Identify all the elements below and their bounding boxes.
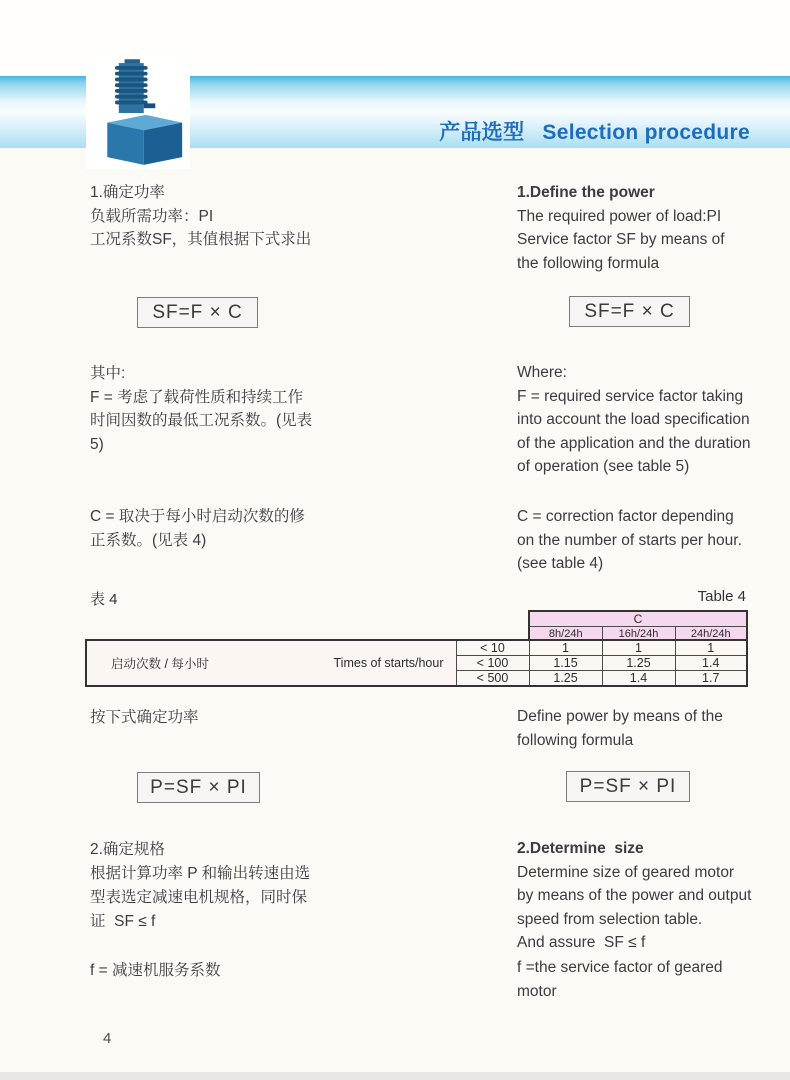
page-title-en: Selection procedure bbox=[542, 121, 750, 144]
text-line: 1.确定功率 bbox=[90, 184, 165, 201]
value-cell: 1 bbox=[675, 640, 747, 656]
section-1-en bbox=[517, 181, 725, 275]
table-caption-cn: 表 4 bbox=[90, 591, 118, 608]
text-line: C = correction factor depending bbox=[517, 508, 734, 525]
text-line: 其中: bbox=[90, 365, 126, 382]
f-definition-en bbox=[517, 956, 723, 1003]
text-line: 型表选定减速电机规格，同时保 bbox=[90, 889, 308, 906]
row-label-cn: 启动次数 / 每小时 bbox=[111, 657, 209, 671]
value-cell: 1 bbox=[602, 640, 675, 656]
text-line: speed from selection table. bbox=[517, 910, 703, 928]
section-1-cn bbox=[90, 181, 311, 252]
section-2-en bbox=[517, 837, 751, 955]
text-line: Determine size of geared motor bbox=[517, 863, 735, 881]
table-row bbox=[86, 640, 747, 656]
condition-cell: < 500 bbox=[456, 671, 529, 687]
text-line: f =the service factor of geared bbox=[517, 959, 723, 976]
text-line: (see table 4) bbox=[517, 555, 604, 572]
text-line: 根据计算功率 P 和输出转速由选 bbox=[90, 865, 311, 882]
table-caption-en: Table 4 bbox=[697, 588, 746, 605]
product-photo-frame bbox=[86, 57, 190, 169]
where-en bbox=[517, 361, 751, 479]
text-line: motor bbox=[517, 982, 557, 1000]
text-line: into account the load specification bbox=[517, 411, 750, 428]
text-line: the following formula bbox=[517, 254, 660, 272]
row-label-en: Times of starts/hour bbox=[333, 656, 444, 670]
table-col-header: 16h/24h bbox=[602, 627, 675, 642]
value-cell: 1.7 bbox=[675, 671, 747, 687]
text-line: The required power of load:PI bbox=[517, 207, 722, 225]
bottom-margin-strip bbox=[0, 1072, 790, 1080]
section-2-cn bbox=[90, 838, 310, 934]
section-heading: 1.Define the power bbox=[517, 184, 655, 201]
define-power-cn bbox=[90, 706, 199, 730]
c-definition-en bbox=[517, 505, 742, 576]
text-line: C = 取决于每小时启动次数的修 bbox=[90, 508, 305, 525]
text-line: f = 减速机服务系数 bbox=[90, 962, 221, 979]
table-col-header: 8h/24h bbox=[529, 627, 602, 642]
c-definition-cn bbox=[90, 505, 305, 552]
formula-box-p-cn: P=SF × PI bbox=[137, 772, 260, 803]
table-4-header bbox=[528, 610, 748, 642]
value-cell: 1 bbox=[529, 640, 602, 656]
text-line: following formula bbox=[517, 731, 634, 749]
row-label-cell bbox=[86, 640, 456, 686]
table-4-body bbox=[85, 639, 748, 687]
text-line: of operation (see table 5) bbox=[517, 458, 690, 475]
text-line: F = 考虑了载荷性质和持续工作 bbox=[90, 388, 304, 406]
page-title bbox=[415, 92, 750, 170]
text-line: 5) bbox=[90, 435, 104, 453]
section-heading: 2.Determine size bbox=[517, 840, 644, 857]
formula-box-p-en: P=SF × PI bbox=[566, 771, 690, 802]
text-line: 证 SF ≤ f bbox=[90, 913, 156, 930]
text-line: 工况系数SF，其值根据下式求出 bbox=[90, 231, 312, 248]
text-line: F = required service factor taking bbox=[517, 387, 744, 405]
text-line: 负载所需功率：PI bbox=[90, 207, 214, 225]
value-cell: 1.25 bbox=[529, 671, 602, 687]
table-group-header: C bbox=[529, 611, 747, 627]
text-line: Service factor SF by means of bbox=[517, 231, 725, 248]
text-line: by means of the power and output bbox=[517, 887, 752, 904]
page-title-cn: 产品选型 bbox=[439, 121, 525, 144]
where-cn bbox=[90, 362, 312, 456]
define-power-en bbox=[517, 705, 723, 752]
value-cell: 1.4 bbox=[602, 671, 675, 687]
f-definition-cn bbox=[90, 959, 220, 983]
text-line: of the application and the duration bbox=[517, 434, 751, 452]
text-line: Where: bbox=[517, 364, 567, 381]
gear-motor-image bbox=[90, 58, 186, 168]
formula-box-sf-cn: SF=F × C bbox=[137, 297, 258, 328]
text-line: on the number of starts per hour. bbox=[517, 531, 742, 549]
condition-cell: < 10 bbox=[456, 640, 529, 656]
text-line: Define power by means of the bbox=[517, 708, 723, 725]
formula-box-sf-en: SF=F × C bbox=[569, 296, 690, 327]
text-line: And assure SF ≤ f bbox=[517, 934, 646, 951]
section-heading: 2.确定规格 bbox=[90, 841, 165, 858]
value-cell: 1.15 bbox=[529, 656, 602, 671]
table-col-header: 24h/24h bbox=[675, 627, 747, 642]
page-number: 4 bbox=[103, 1030, 112, 1047]
text-line: 时间因数的最低工况系数。(见表 bbox=[90, 412, 313, 429]
value-cell: 1.25 bbox=[602, 656, 675, 671]
value-cell: 1.4 bbox=[675, 656, 747, 671]
condition-cell: < 100 bbox=[456, 656, 529, 671]
text-line: 按下式确定功率 bbox=[90, 709, 199, 726]
text-line: 正系数。(见表 4) bbox=[90, 531, 207, 549]
